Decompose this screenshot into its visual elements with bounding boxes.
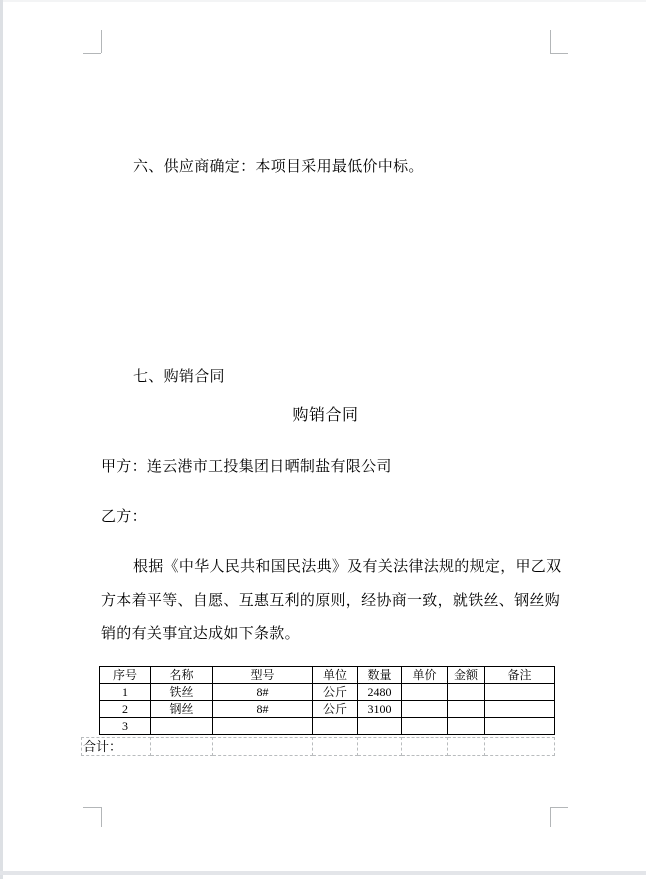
column-header: 序号 xyxy=(100,667,151,684)
table-cell xyxy=(402,684,448,701)
clause-line: 方本着平等、自愿、互惠互利的原则，经协商一致，就铁丝、钢丝购 xyxy=(101,593,561,609)
total-cell xyxy=(448,738,485,756)
table-cell xyxy=(485,701,555,718)
total-cell xyxy=(358,738,402,756)
table-cell: 2 xyxy=(100,701,151,718)
party-a-line: 甲方：连云港市工投集团日晒制盐有限公司 xyxy=(101,459,392,475)
column-header: 名称 xyxy=(151,667,213,684)
crop-mark-bottom-right-vertical xyxy=(550,807,551,827)
table-row xyxy=(100,718,555,735)
total-cell xyxy=(402,738,448,756)
total-row-table xyxy=(81,737,555,756)
total-cell xyxy=(151,738,213,756)
party-b-line: 乙方： xyxy=(101,509,147,525)
column-header: 备注 xyxy=(485,667,555,684)
table-cell: 公斤 xyxy=(313,684,358,701)
crop-mark-top-left-horizontal xyxy=(83,53,101,54)
items-table xyxy=(99,666,555,735)
table-cell: 3100 xyxy=(358,701,402,718)
column-header: 单价 xyxy=(402,667,448,684)
table-row xyxy=(100,701,555,718)
table-cell xyxy=(448,718,485,735)
table-cell: 1 xyxy=(100,684,151,701)
table-header-row xyxy=(100,667,555,684)
crop-mark-top-left-vertical xyxy=(101,30,102,53)
table-cell xyxy=(151,718,213,735)
table-cell: 8# xyxy=(213,684,313,701)
section-7-heading: 七、购销合同 xyxy=(133,369,225,385)
table-row xyxy=(100,684,555,701)
crop-mark-bottom-left-vertical xyxy=(101,807,102,827)
page-edge-bottom xyxy=(0,871,646,875)
table-cell xyxy=(402,701,448,718)
total-cell xyxy=(313,738,358,756)
total-row xyxy=(82,738,555,756)
table-cell xyxy=(358,718,402,735)
crop-mark-bottom-left-horizontal xyxy=(83,807,101,808)
page-edge-top xyxy=(0,0,646,2)
clause-line: 销的有关事宜达成如下条款。 xyxy=(101,626,300,642)
total-label: 合计： xyxy=(82,738,151,756)
table-cell xyxy=(485,684,555,701)
table-cell xyxy=(448,684,485,701)
table-cell xyxy=(485,718,555,735)
clause-line: 根据《中华人民共和国民法典》及有关法律法规的规定，甲乙双 xyxy=(133,559,562,575)
page-edge-left xyxy=(0,0,3,879)
column-header: 数量 xyxy=(358,667,402,684)
column-header: 型号 xyxy=(213,667,313,684)
table-cell: 8# xyxy=(213,701,313,718)
crop-mark-top-right-vertical xyxy=(550,30,551,53)
table-cell xyxy=(213,718,313,735)
total-cell xyxy=(485,738,555,756)
section-6-heading: 六、供应商确定：本项目采用最低价中标。 xyxy=(133,159,424,175)
column-header: 单位 xyxy=(313,667,358,684)
column-header: 金额 xyxy=(448,667,485,684)
table-cell: 铁丝 xyxy=(151,684,213,701)
crop-mark-bottom-right-horizontal xyxy=(550,807,568,808)
table-cell: 钢丝 xyxy=(151,701,213,718)
table-cell xyxy=(448,701,485,718)
table-cell xyxy=(402,718,448,735)
crop-mark-top-right-horizontal xyxy=(550,53,568,54)
table-cell xyxy=(313,718,358,735)
table-cell: 3 xyxy=(100,718,151,735)
total-cell xyxy=(213,738,313,756)
table-cell: 公斤 xyxy=(313,701,358,718)
contract-title: 购销合同 xyxy=(292,407,359,424)
table-cell: 2480 xyxy=(358,684,402,701)
